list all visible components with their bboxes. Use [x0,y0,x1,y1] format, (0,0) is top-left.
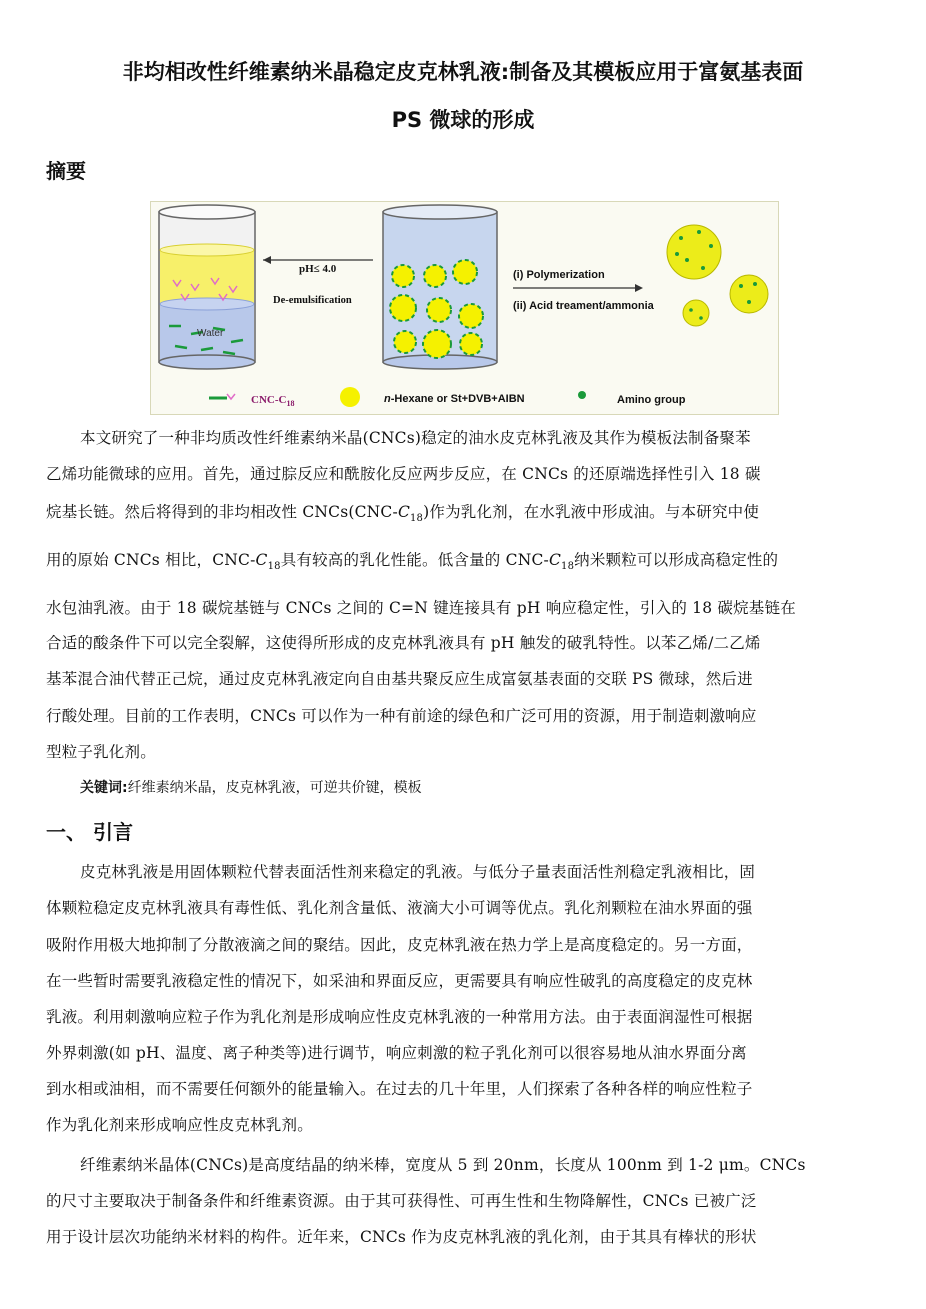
abstract-line: 本文研究了一种非均质改性纤维素纳米晶(CNCs)稳定的油水皮克林乳液及其作为模板法制备聚苯 [80,429,751,447]
paper-title-line2: PS 微球的形成 [391,108,535,132]
intro-line: 用于设计层次功能纳米材料的构件。近年来，CNCs 作为皮克林乳液的乳化剂，由于其具有棒状的形状 [46,1228,757,1246]
intro-line: 作为乳化剂来形成响应性皮克林乳剂。 [46,1116,313,1134]
ps-microspheres [667,225,768,326]
abstract-heading: 摘要 [46,159,86,183]
abstract-line: 基苯混合油代替正己烷，通过皮克林乳液定向自由基共聚反应生成富氨基表面的交联 PS 微球，然后进 [46,670,753,688]
intro-line: 乳液。利用刺激响应粒子作为乳化剂是形成响应性皮克林乳液的一种常用方法。由于表面润湿性可根据 [46,1008,753,1026]
graphical-abstract-figure [150,201,779,415]
abstract-line: 行酸处理。目前的工作表明，CNCs 可以作为一种有前途的绿色和广泛可用的资源，用于制造刺激响应 [46,707,757,725]
left-beaker [159,205,255,369]
water-label: Water [197,328,224,339]
intro-heading: 一、 引言 [46,820,133,844]
intro-line: 皮克林乳液是用固体颗粒代替表面活性剂来稳定的乳液。与低分子量表面活性剂稳定乳液相比，固 [80,863,756,881]
abstract-line: 合适的酸条件下可以完全裂解，这使得所形成的皮克林乳液具有 pH 触发的破乳特性。以苯乙烯/二乙烯 [46,634,761,652]
intro-line: 吸附作用极大地抑制了分散液滴之间的聚结。因此，皮克林乳液在热力学上是高度稳定的。另一方面， [46,936,753,954]
abstract-line: 水包油乳液。由于 18 碳烷基链与 CNCs 之间的 C=N 键连接具有 pH 响应稳定性，引入的 18 碳烷基链在 [46,599,796,617]
abstract-line: 用的原始 CNCs 相比，CNC-$C_{18}$具有较高的乳化性能。低含量的 CNC-$C_{18}$纳米颗粒可以形成高稳定性的 [46,551,779,573]
legend-cnc: CNC-$C_{18}$ [251,394,295,408]
intro-line: 外界刺激(如 pH、温度、离子种类等)进行调节，响应刺激的粒子乳化剂可以很容易地从油水界面分离 [46,1044,747,1062]
legend-amino: Amino group [617,394,686,406]
abstract-line: 乙烯功能微球的应用。首先，通过腙反应和酰胺化反应两步反应，在 CNCs 的还原端选择性引入 18 碳 [46,465,761,483]
paper-title-line1: 非均相改性纤维素纳米晶稳定皮克林乳液:制备及其模板应用于富氨基表面 [122,60,804,84]
polymerization-label: (i) Polymerization [513,269,605,281]
intro-line: 体颗粒稳定皮克林乳液具有毒性低、乳化剂含量低、液滴大小可调等优点。乳化剂颗粒在油水界面的强 [46,899,753,917]
figure-legend [209,387,686,408]
intro-line: 到水相或油相，而不需要任何额外的能量输入。在过去的几十年里，人们探索了各种各样的响应性粒子 [46,1080,753,1098]
intro-line: 纤维素纳米晶体(CNCs)是高度结晶的纳米棒，宽度从 5 到 20nm，长度从 100nm 到 1-2 μm。CNCs [80,1156,806,1174]
acid-treatment-label: (ii) Acid treament/ammonia [513,300,654,312]
legend-hexane: n-Hexane or St+DVB+AIBN [384,393,525,405]
abstract-line: 型粒子乳化剂。 [46,743,156,761]
polymerization-arrow [513,269,655,312]
intro-line: 的尺寸主要取决于制备条件和纤维素资源。由于其可获得性、可再生性和生物降解性，CNCs 已被广泛 [46,1192,757,1210]
keywords: 关键词:纤维素纳米晶，皮克林乳液，可逆共价键，模板 [80,780,422,796]
deemulsification-arrow [263,256,373,306]
abstract-line: 烷基长链。然后将得到的非均相改性 $CNCs(CNC-C_{18})$作为乳化剂，在水乳液中形成油。与本研究中使 [46,503,760,525]
intro-line: 在一些暂时需要乳液稳定性的情况下，如采油和界面反应，更需要具有响应性破乳的高度稳定的皮克林 [46,972,753,990]
ph-label: pH≤ 4.0 [299,263,337,275]
deemulsification-label: De-emulsification [273,295,352,306]
middle-beaker [383,205,497,369]
